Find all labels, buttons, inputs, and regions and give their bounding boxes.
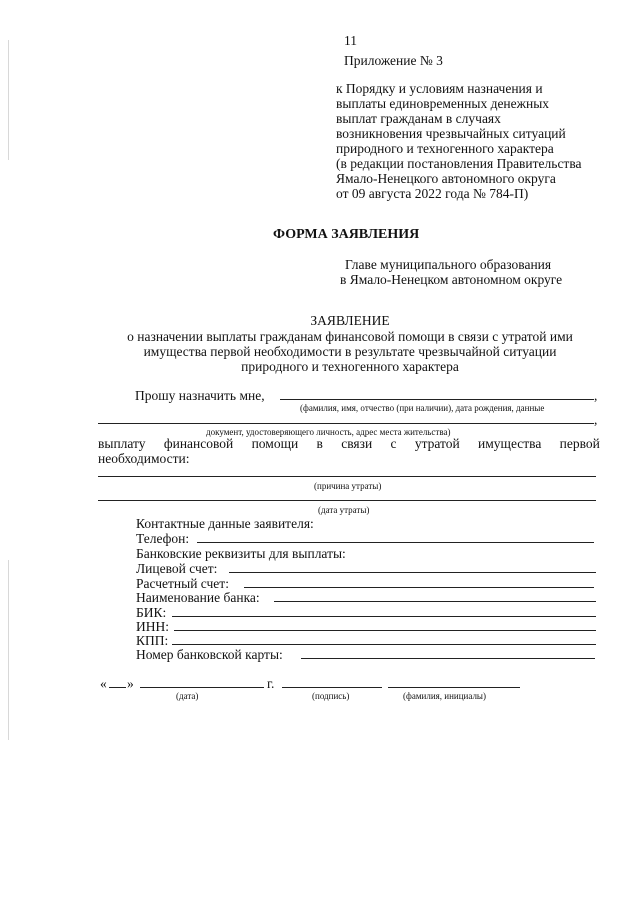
personal-account-line[interactable] [229, 572, 596, 573]
contacts-header: Контактные данные заявителя: [136, 516, 314, 531]
addressee-line: в Ямало-Ненецком автономном округе [340, 272, 563, 287]
body-word: первой [559, 436, 600, 451]
body-word: в [316, 436, 323, 451]
request-caption: документ, удостоверяющего личность, адрес места жительства) [206, 427, 451, 437]
request-body-line2: необходимости: [98, 451, 190, 466]
signature-caption: (подпись) [312, 691, 350, 701]
form-title: ФОРМА ЗАЯВЛЕНИЯ [273, 227, 420, 242]
request-document-line[interactable] [98, 423, 594, 424]
personal-account-label: Лицевой счет: [136, 561, 218, 576]
body-word: выплату [98, 436, 146, 451]
appendix-line: возникновения чрезвычайных ситуаций [336, 126, 566, 141]
phone-line[interactable] [197, 542, 594, 543]
appendix-line: выплат гражданам в случаях [336, 111, 501, 126]
loss-reason-line[interactable] [98, 476, 596, 477]
appendix-line: Ямало-Ненецкого автономного округа [336, 171, 556, 186]
body-word: финансовой [163, 436, 234, 451]
bik-label: БИК: [136, 605, 167, 620]
loss-reason-caption: (причина утраты) [314, 481, 382, 491]
bank-name-label: Наименование банка: [136, 590, 260, 605]
date-quote-close: » [127, 676, 134, 691]
body-word: утратой [414, 436, 460, 451]
appendix-line: природного и техногенного характера [336, 141, 554, 156]
phone-label: Телефон: [136, 531, 190, 546]
bank-name-line[interactable] [274, 601, 596, 602]
card-number-label: Номер банковской карты: [136, 647, 283, 662]
date-month-line[interactable] [140, 687, 264, 688]
request-body-line [98, 436, 600, 451]
body-word: связи [341, 436, 373, 451]
request-caption: (фамилия, имя, отчество (при наличии), дата рождения, данные [300, 403, 545, 413]
request-name-line[interactable] [280, 399, 594, 400]
inn-line[interactable] [174, 630, 596, 631]
loss-date-line[interactable] [98, 500, 596, 501]
body-word: имущества [478, 436, 542, 451]
appendix-line: к Порядку и условиям назначения и [336, 81, 543, 96]
inn-label: ИНН: [136, 619, 169, 634]
statement-line: имущества первой необходимости в результате чрезвычайной ситуации [143, 344, 557, 359]
statement-line: о назначении выплаты гражданам финансовой помощи в связи с утратой ими [127, 329, 573, 344]
addressee-line: Главе муниципального образования [345, 257, 552, 272]
request-label: Прошу назначить мне, [135, 388, 265, 403]
name-initials-line[interactable] [388, 687, 520, 688]
bik-line[interactable] [172, 616, 596, 617]
appendix-title: Приложение № 3 [344, 53, 443, 68]
appendix-line: (в редакции постановления Правительства [336, 156, 582, 171]
scan-edge-mark [8, 40, 9, 160]
scan-edge-mark [8, 560, 9, 740]
loss-date-caption: (дата утраты) [318, 505, 370, 515]
request-comma: , [594, 388, 598, 403]
signature-line[interactable] [282, 687, 382, 688]
appendix-line: выплаты единовременных денежных [336, 96, 550, 111]
appendix-line: от 09 августа 2022 года № 784-П) [336, 186, 529, 201]
bank-header: Банковские реквизиты для выплаты: [136, 546, 346, 561]
kpp-line[interactable] [172, 644, 596, 645]
body-word: помощи [251, 436, 299, 451]
settlement-account-label: Расчетный счет: [136, 576, 229, 591]
date-quote-open: « [100, 676, 107, 691]
card-number-line[interactable] [301, 658, 595, 659]
year-suffix: г. [267, 676, 275, 691]
name-initials-caption: (фамилия, инициалы) [403, 691, 486, 701]
body-word: с [390, 436, 397, 451]
date-caption: (дата) [176, 691, 199, 701]
date-day-line[interactable] [109, 687, 126, 688]
statement-heading: ЗАЯВЛЕНИЕ [310, 313, 390, 328]
kpp-label: КПП: [136, 633, 169, 648]
settlement-account-line[interactable] [244, 587, 594, 588]
request-comma: , [594, 412, 598, 427]
statement-line: природного и техногенного характера [241, 359, 459, 374]
page-number: 11 [344, 33, 357, 48]
